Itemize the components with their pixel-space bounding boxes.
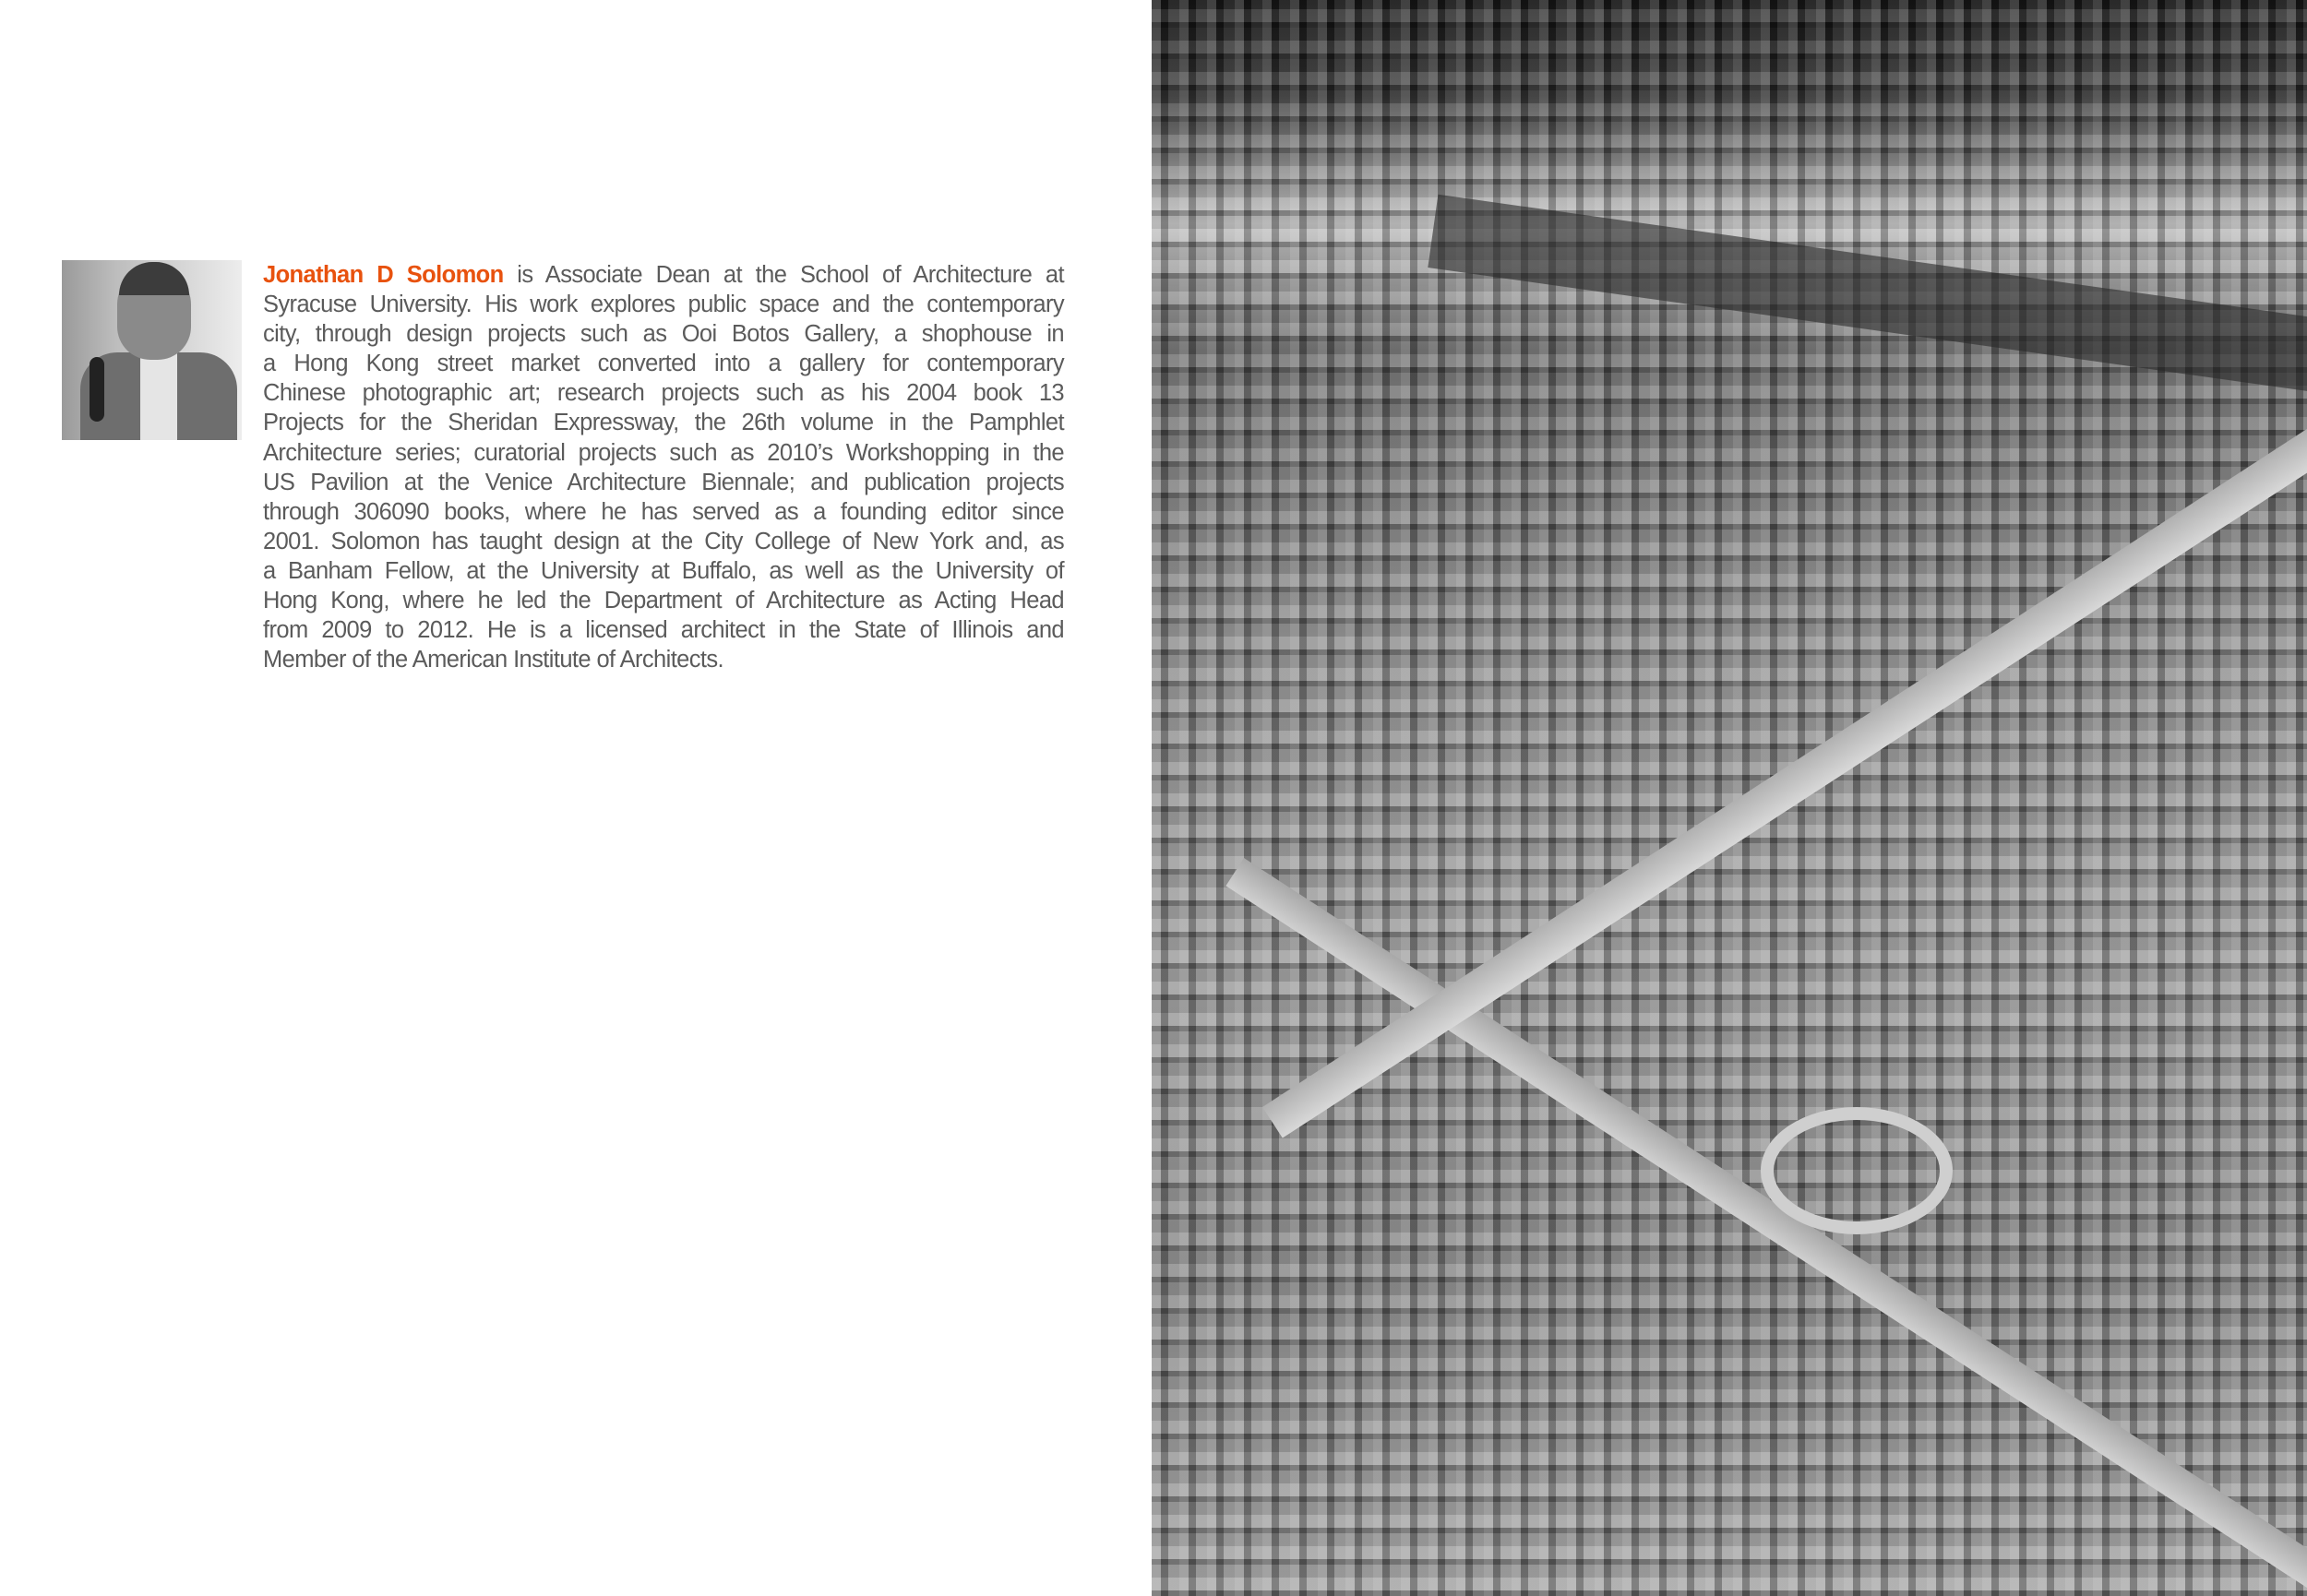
bio-line: Syracuse University. His work explores public space and the contemporary xyxy=(263,292,1064,318)
bio-line: from 2009 to 2012. He is a licensed architect in the State of Illinois and xyxy=(263,617,1064,644)
bio-line: through 306090 books, where he has served as a founding editor since xyxy=(263,498,1064,525)
microphone-icon xyxy=(90,357,104,422)
expressway xyxy=(1225,858,2307,1590)
bio-line: a Hong Kong street market converted into a gallery for contemporary xyxy=(263,351,1064,377)
bio-text: is Associate Dean at the School of Architecture at xyxy=(503,262,1064,288)
expressway xyxy=(1262,353,2307,1138)
bio-line: US Pavilion at the Venice Architecture Biennale; and publication projects xyxy=(263,469,1064,495)
left-page xyxy=(0,0,1152,1596)
bio-line: 2001. Solomon has taught design at the City College of New York and, as xyxy=(263,528,1064,554)
river xyxy=(1428,195,2307,396)
portrait-shirt xyxy=(140,352,177,440)
bio-line xyxy=(263,260,1064,290)
author-portrait xyxy=(62,260,242,440)
city-model-photo xyxy=(1152,0,2307,1596)
bio-line: Projects for the Sheridan Expressway, the 26th volume in the Pamphlet xyxy=(263,410,1064,436)
author-name: Jonathan D Solomon xyxy=(263,262,504,288)
bio-line: Member of the American Institute of Architects. xyxy=(263,647,724,673)
portrait-hair xyxy=(119,262,189,295)
bio-line: Architecture series; curatorial projects such as 2010’s Workshopping in the xyxy=(263,439,1064,466)
bio-line: a Banham Fellow, at the University at Buffalo, as well as the University of xyxy=(263,557,1064,584)
interchange-ring xyxy=(1761,1107,1953,1234)
author-bio xyxy=(263,260,1064,674)
bio-line: Chinese photographic art; research projects such as his 2004 book 13 xyxy=(263,380,1064,407)
bio-line: city, through design projects such as Ooi Botos Gallery, a shophouse in xyxy=(263,321,1064,348)
bio-line: Hong Kong, where he led the Department of Architecture as Acting Head xyxy=(263,588,1064,614)
